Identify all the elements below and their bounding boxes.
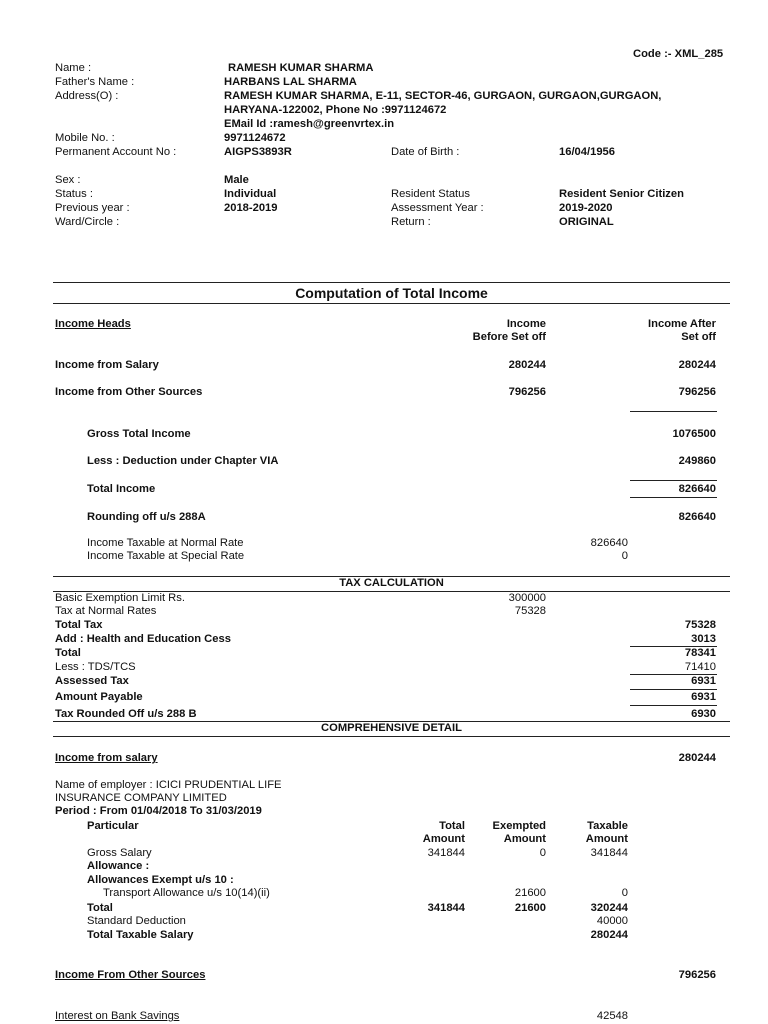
comprehensive-title: COMPREHENSIVE DETAIL bbox=[321, 722, 462, 734]
total-taxable-salary-label: Total Taxable Salary bbox=[87, 929, 194, 941]
via-value: 249860 bbox=[678, 455, 716, 467]
address-line-1: RAMESH KUMAR SHARMA, E-11, SECTOR-46, GURGAON, GURGAON,GURGAON, bbox=[224, 90, 662, 102]
salary-total-total: 341844 bbox=[427, 902, 465, 914]
via-label: Less : Deduction under Chapter VIA bbox=[87, 455, 279, 467]
assessed-tax-value: 6931 bbox=[691, 675, 716, 687]
salary-total-exempt: 21600 bbox=[514, 902, 546, 914]
cess-label: Add : Health and Education Cess bbox=[55, 633, 231, 645]
income-salary-label: Income from Salary bbox=[55, 359, 159, 371]
sum-rule bbox=[630, 411, 717, 412]
status-label: Status : bbox=[55, 188, 93, 200]
transport-allowance-label: Transport Allowance u/s 10(14)(ii) bbox=[103, 887, 270, 899]
salary-section-total: 280244 bbox=[678, 752, 716, 764]
dob-label: Date of Birth : bbox=[391, 146, 460, 158]
tax-normal-value: 75328 bbox=[514, 605, 546, 617]
col-taxable-header-2: Amount bbox=[585, 833, 628, 845]
col-taxable-header-1: Taxable bbox=[587, 820, 628, 832]
name-label: Name : bbox=[55, 62, 92, 74]
income-heads-header: Income Heads bbox=[55, 318, 131, 330]
col-after-header-1: Income After bbox=[648, 318, 716, 330]
col-total-header-2: Amount bbox=[422, 833, 465, 845]
divider bbox=[53, 282, 730, 283]
other-sources-header: Income From Other Sources bbox=[55, 969, 206, 981]
code-label: Code :- XML_285 bbox=[633, 48, 724, 60]
total-taxable-salary-value: 280244 bbox=[590, 929, 628, 941]
address-line-3: EMail Id :ramesh@greenvrtex.in bbox=[224, 118, 395, 130]
col-before-header-2: Before Set off bbox=[472, 331, 546, 343]
special-rate-label: Income Taxable at Special Rate bbox=[87, 550, 245, 562]
sex-value: Male bbox=[224, 174, 249, 186]
pan-value: AIGPS3893R bbox=[224, 146, 292, 158]
allowances-exempt-label: Allowances Exempt u/s 10 : bbox=[87, 874, 234, 886]
tax-normal-label: Tax at Normal Rates bbox=[55, 605, 157, 617]
amount-payable-label: Amount Payable bbox=[55, 691, 143, 703]
father-label: Father's Name : bbox=[55, 76, 135, 88]
particular-header: Particular bbox=[87, 820, 139, 832]
sum-rule bbox=[630, 705, 717, 706]
sum-rule bbox=[630, 497, 717, 498]
ward-label: Ward/Circle : bbox=[55, 216, 120, 228]
ay-label: Assessment Year : bbox=[391, 202, 484, 214]
sex-label: Sex : bbox=[55, 174, 81, 186]
address-line-2: HARYANA-122002, Phone No :9971124672 bbox=[224, 104, 447, 116]
ti-value: 826640 bbox=[678, 483, 716, 495]
return-value: ORIGINAL bbox=[559, 216, 614, 228]
transport-allowance-taxable: 0 bbox=[621, 887, 628, 899]
resident-label: Resident Status bbox=[391, 188, 470, 200]
divider bbox=[53, 303, 730, 304]
gross-salary-label: Gross Salary bbox=[87, 847, 152, 859]
dob-value: 16/04/1956 bbox=[559, 146, 615, 158]
gross-salary-total: 341844 bbox=[427, 847, 465, 859]
col-exempt-header-2: Amount bbox=[503, 833, 546, 845]
income-other-after: 796256 bbox=[678, 386, 716, 398]
tax-rounded-label: Tax Rounded Off u/s 288 B bbox=[55, 708, 197, 720]
allowance-label: Allowance : bbox=[87, 860, 150, 872]
assessed-tax-label: Assessed Tax bbox=[55, 675, 129, 687]
salary-total-taxable: 320244 bbox=[590, 902, 628, 914]
transport-allowance-exempt: 21600 bbox=[514, 887, 546, 899]
pan-label: Permanent Account No : bbox=[55, 146, 177, 158]
sum-rule bbox=[630, 689, 717, 690]
tds-value: 71410 bbox=[684, 661, 716, 673]
name-value: RAMESH KUMAR SHARMA bbox=[228, 62, 374, 74]
total-tax-label: Total Tax bbox=[55, 619, 103, 631]
gti-value: 1076500 bbox=[672, 428, 716, 440]
gross-salary-taxable: 341844 bbox=[590, 847, 628, 859]
amount-payable-value: 6931 bbox=[691, 691, 716, 703]
standard-deduction-value: 40000 bbox=[596, 915, 628, 927]
tax-total-label: Total bbox=[55, 647, 81, 659]
ti-label: Total Income bbox=[87, 483, 156, 495]
mobile-label: Mobile No. : bbox=[55, 132, 115, 144]
col-total-header-1: Total bbox=[439, 820, 465, 832]
bank-interest-value: 42548 bbox=[596, 1010, 628, 1022]
basic-exemption-value: 300000 bbox=[508, 592, 546, 604]
tax-total-value: 78341 bbox=[684, 647, 716, 659]
salary-period: Period : From 01/04/2018 To 31/03/2019 bbox=[55, 805, 262, 817]
address-label: Address(O) : bbox=[55, 90, 119, 102]
divider bbox=[53, 736, 730, 737]
salary-section-header: Income from salary bbox=[55, 752, 158, 764]
total-tax-value: 75328 bbox=[684, 619, 716, 631]
tds-label: Less : TDS/TCS bbox=[55, 661, 136, 673]
gti-label: Gross Total Income bbox=[87, 428, 191, 440]
income-salary-before: 280244 bbox=[508, 359, 546, 371]
income-salary-after: 280244 bbox=[678, 359, 716, 371]
standard-deduction-label: Standard Deduction bbox=[87, 915, 186, 927]
return-label: Return : bbox=[391, 216, 431, 228]
normal-rate-label: Income Taxable at Normal Rate bbox=[87, 537, 244, 549]
bank-interest-label: Interest on Bank Savings bbox=[55, 1010, 180, 1022]
round-value: 826640 bbox=[678, 511, 716, 523]
gross-salary-exempt: 0 bbox=[539, 847, 546, 859]
tax-calc-title: TAX CALCULATION bbox=[339, 577, 444, 589]
ay-value: 2019-2020 bbox=[559, 202, 613, 214]
father-value: HARBANS LAL SHARMA bbox=[224, 76, 357, 88]
employer-line-2: INSURANCE COMPANY LIMITED bbox=[55, 792, 227, 804]
income-other-before: 796256 bbox=[508, 386, 546, 398]
other-sources-total: 796256 bbox=[678, 969, 716, 981]
sum-rule bbox=[630, 480, 717, 481]
income-other-label: Income from Other Sources bbox=[55, 386, 203, 398]
col-exempt-header-1: Exempted bbox=[492, 820, 546, 832]
status-value: Individual bbox=[224, 188, 277, 200]
prev-year-label: Previous year : bbox=[55, 202, 130, 214]
cess-value: 3013 bbox=[691, 633, 716, 645]
col-before-header-1: Income bbox=[506, 318, 546, 330]
round-label: Rounding off u/s 288A bbox=[87, 511, 206, 523]
resident-value: Resident Senior Citizen bbox=[559, 188, 684, 200]
special-rate-value: 0 bbox=[621, 550, 628, 562]
mobile-value: 9971124672 bbox=[224, 132, 286, 144]
tax-rounded-value: 6930 bbox=[691, 708, 716, 720]
prev-year-value: 2018-2019 bbox=[224, 202, 278, 214]
basic-exemption-label: Basic Exemption Limit Rs. bbox=[55, 592, 185, 604]
normal-rate-value: 826640 bbox=[590, 537, 628, 549]
computation-title: Computation of Total Income bbox=[295, 285, 488, 301]
col-after-header-2: Set off bbox=[681, 331, 716, 343]
salary-total-label: Total bbox=[87, 902, 113, 914]
employer-line-1: Name of employer : ICICI PRUDENTIAL LIFE bbox=[55, 779, 282, 791]
